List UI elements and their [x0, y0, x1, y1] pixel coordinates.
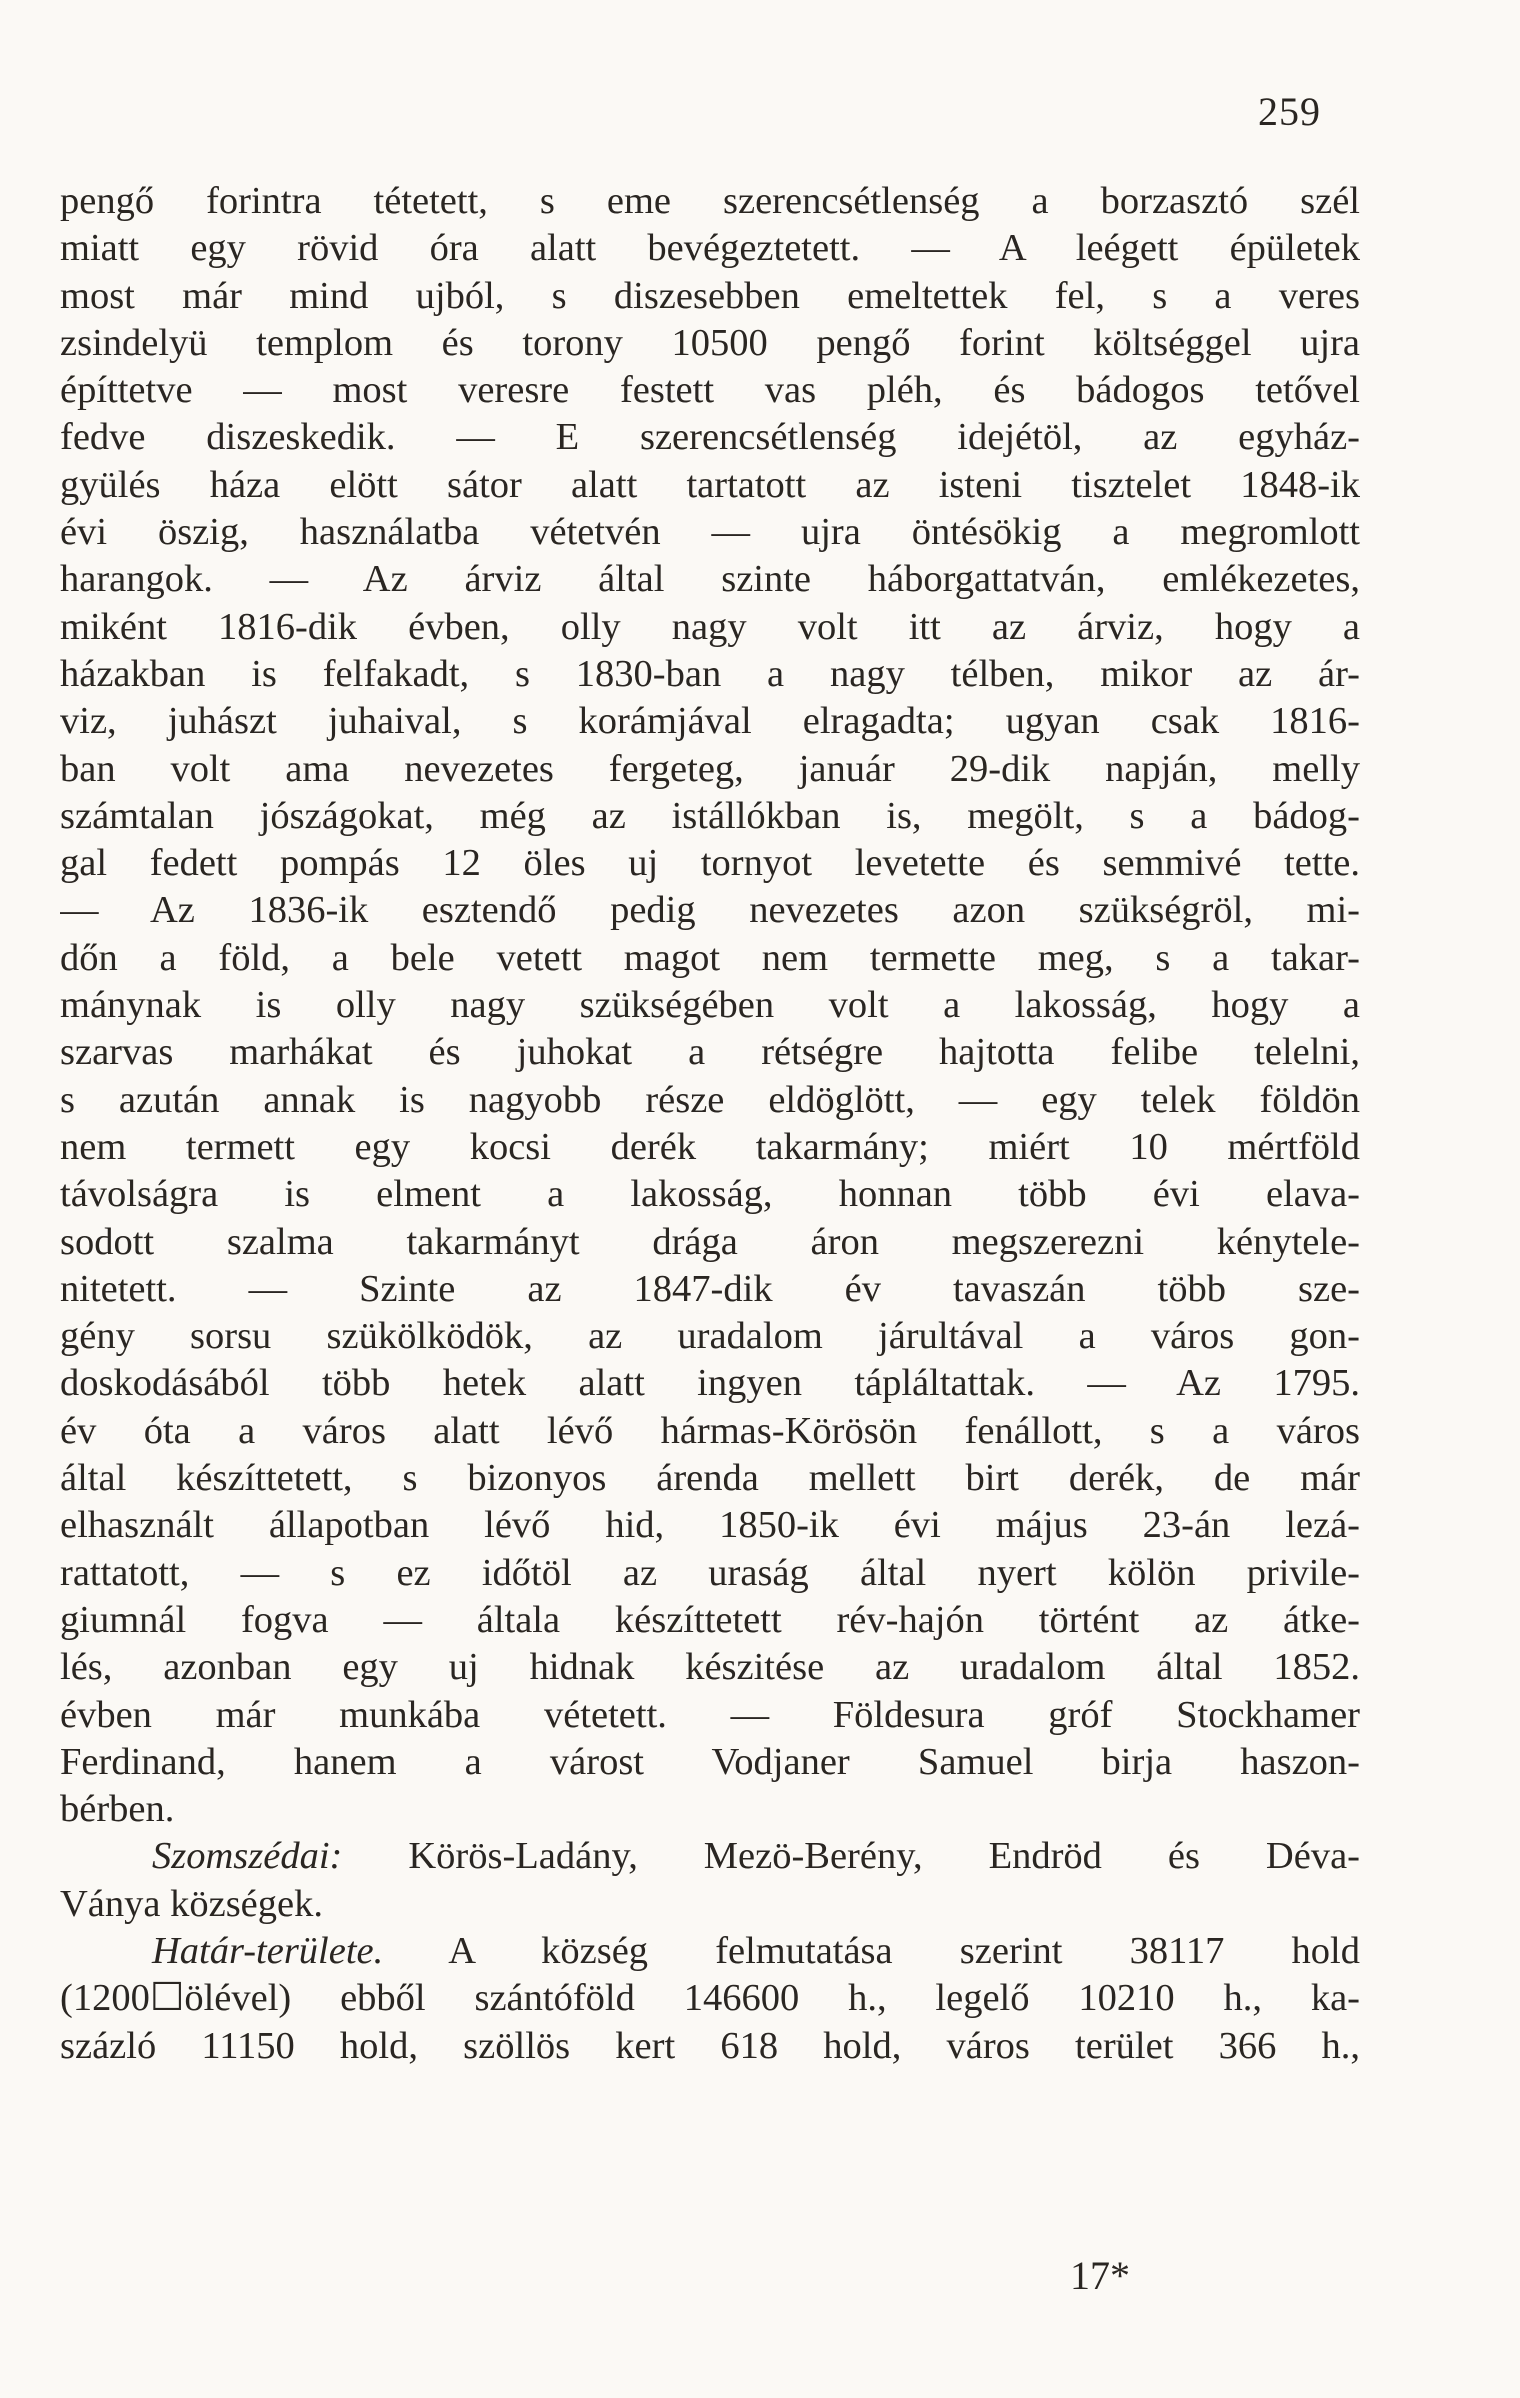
line-text: gyülés háza elött sátor alatt tartatott az isteni tisztelet 1848-ik [60, 463, 1360, 506]
text-line [60, 225, 1360, 272]
text-line [60, 1077, 1360, 1124]
line-text: nem termett egy kocsi derék takarmány; miért 10 mértföld [60, 1125, 1360, 1168]
page-text-body [60, 178, 1360, 2070]
text-line [60, 793, 1360, 840]
text-line [60, 1266, 1360, 1313]
text-line [60, 1928, 1360, 1975]
line-text: — Az 1836-ik esztendő pedig nevezetes azon szükségröl, mi- [60, 889, 1360, 932]
line-text: ban volt ama nevezetes fergeteg, január 29-dik napján, melly [60, 747, 1360, 790]
text-line [60, 1455, 1360, 1502]
line-text: giumnál fogva — általa készíttetett rév-hajón történt az átke- [60, 1598, 1360, 1641]
line-text: százló 11150 hold, szöllös kert 618 hold, város terület 366 h., [60, 2024, 1360, 2067]
text-line [60, 1550, 1360, 1597]
line-text: most már mind ujból, s diszesebben emeltettek fel, s a veres [60, 274, 1360, 317]
line-text: gény sorsu szükölködök, az uradalom járultával a város gon- [60, 1315, 1360, 1358]
line-text: pengő forintra tétetett, s eme szerencsétlenség a borzasztó szél [60, 180, 1360, 222]
line-text: zsindelyü templom és torony 10500 pengő forint költséggel ujra [60, 321, 1360, 364]
line-text: rattatott, — s ez időtöl az uraság által nyert kölön privile- [60, 1551, 1360, 1594]
text-line [60, 698, 1360, 745]
text-line [60, 2023, 1360, 2070]
text-line [60, 556, 1360, 603]
line-text: lés, azonban egy uj hidnak készitése az uradalom által 1852. [60, 1646, 1360, 1689]
line-text: szarvas marhákat és juhokat a rétségre hajtotta felibe telelni, [60, 1031, 1360, 1074]
text-line [60, 1171, 1360, 1218]
text-line [60, 462, 1360, 509]
text-line [60, 1692, 1360, 1739]
text-line [60, 320, 1360, 367]
line-text: elhasznált állapotban lévő hid, 1850-ik évi május 23-án lezá- [60, 1504, 1360, 1547]
line-text: számtalan jószágokat, még az istállókban is, megölt, s a bádog- [60, 794, 1360, 837]
text-line [60, 1786, 1360, 1833]
line-text: doskodásából több hetek alatt ingyen tápláltattak. — Az 1795. [60, 1362, 1360, 1405]
line-text: viz, juhászt juhaival, s korámjával elragadta; ugyan csak 1816- [60, 700, 1360, 743]
line-text: sodott szalma takarmányt drága áron megszerezni kénytele- [60, 1220, 1360, 1263]
line-text: fedve diszeskedik. — E szerencsétlenség idejétöl, az egyház- [60, 416, 1360, 459]
text-line [60, 1597, 1360, 1644]
text-line [60, 367, 1360, 414]
line-text: távolságra is elment a lakosság, honnan több évi elava- [60, 1173, 1360, 1216]
line-text: gal fedett pompás 12 öles uj tornyot levetette és semmivé tette. [60, 842, 1360, 885]
text-line [60, 935, 1360, 982]
text-line [60, 1124, 1360, 1171]
text-line [60, 1881, 1360, 1928]
line-text: (1200☐ölével) ebből szántóföld 146600 h., legelő 10210 h., ka- [60, 1977, 1360, 2020]
text-line [60, 1739, 1360, 1786]
text-line [60, 509, 1360, 556]
text-line [60, 1219, 1360, 1266]
line-text: Körös-Ladány, Mezö-Berény, Endröd és Déva- [342, 1835, 1360, 1878]
text-line [60, 982, 1360, 1029]
text-line [60, 840, 1360, 887]
section-heading: Határ-területe. [152, 1929, 384, 1972]
line-text: nitetett. — Szinte az 1847-dik év tavaszán több sze- [60, 1267, 1360, 1310]
text-line [60, 651, 1360, 698]
line-text: házakban is felfakadt, s 1830-ban a nagy télben, mikor az ár- [60, 652, 1360, 695]
line-text: évi öszig, használatba vétetvén — ujra öntésökig a megromlott [60, 511, 1360, 554]
printer-signature-mark: 17* [1070, 2253, 1130, 2298]
text-line [60, 887, 1360, 934]
text-line [60, 1408, 1360, 1455]
line-text: A község felmutatása szerint 38117 hold [383, 1929, 1360, 1972]
line-text: miatt egy rövid óra alatt bevégeztetett. — A leégett épületek [60, 227, 1360, 270]
line-text: miként 1816-dik évben, olly nagy volt itt az árviz, hogy a [60, 605, 1360, 648]
text-line [60, 604, 1360, 651]
text-line [60, 1360, 1360, 1407]
text-line [60, 1029, 1360, 1076]
text-line [60, 1833, 1360, 1880]
line-text: harangok. — Az árviz által szinte háborgattatván, emlékezetes, [60, 558, 1360, 601]
line-text: év óta a város alatt lévő hármas-Körösön fenállott, s a város [60, 1409, 1360, 1452]
text-line [60, 1975, 1360, 2022]
text-line [60, 1644, 1360, 1691]
text-line [60, 1313, 1360, 1360]
line-text: s azután annak is nagyobb része eldöglött, — egy telek földön [60, 1078, 1360, 1121]
text-line [60, 414, 1360, 461]
line-text: dőn a föld, a bele vetett magot nem termette meg, s a takar- [60, 936, 1360, 979]
text-line [60, 1502, 1360, 1549]
line-text: által készíttetett, s bizonyos árenda mellett birt derék, de már [60, 1457, 1360, 1500]
line-text: Ványa községek. [60, 1882, 323, 1925]
section-heading: Szomszédai: [152, 1835, 343, 1878]
line-text: mánynak is olly nagy szükségében volt a lakosság, hogy a [60, 984, 1360, 1027]
line-text: építtetve — most veresre festett vas pléh, és bádogos tetővel [60, 369, 1360, 412]
page-number: 259 [1258, 89, 1321, 134]
line-text: évben már munkába vétetett. — Földesura gróf Stockhamer [60, 1693, 1360, 1736]
line-text: Ferdinand, hanem a várost Vodjaner Samuel birja haszon- [60, 1740, 1360, 1783]
text-line [60, 178, 1360, 225]
text-line [60, 273, 1360, 320]
text-line [60, 746, 1360, 793]
line-text: bérben. [60, 1788, 175, 1831]
